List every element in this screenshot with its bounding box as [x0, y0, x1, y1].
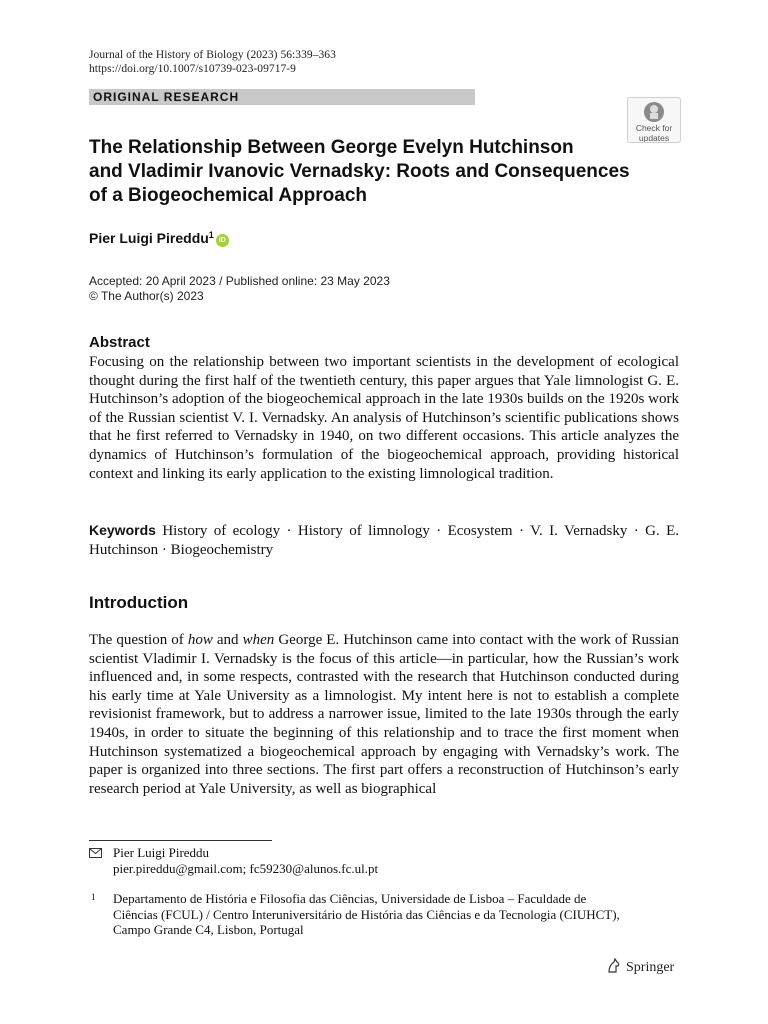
affiliation-number: 1: [91, 892, 96, 902]
abstract-heading: Abstract: [89, 334, 150, 351]
section-label: ORIGINAL RESEARCH: [93, 90, 240, 104]
crossmark-icon: [641, 101, 667, 123]
springer-horse-icon: [606, 958, 622, 974]
corresponding-author-name: Pier Luigi Pireddu: [113, 845, 210, 860]
article-title: [89, 136, 649, 208]
envelope-icon: [89, 848, 102, 858]
title-line-1: The Relationship Between George Evelyn Hutchinson: [89, 137, 574, 158]
intro-emphasis-how: how: [187, 632, 213, 648]
check-badge-line2: updates: [638, 133, 670, 143]
author-affiliation-mark: 1: [208, 230, 214, 240]
author-name[interactable]: Pier Luigi Pireddu: [89, 230, 209, 246]
intro-text-b: and: [212, 632, 243, 648]
journal-doi-link[interactable]: https://doi.org/10.1007/s10739-023-09717-9: [89, 63, 296, 75]
abstract-text: Focusing on the relationship between two important scientists in the development of ecological thought during the first half of the twentieth century, this paper argues that Yale limnologist G. E. Hutchinson’s adoption of the biogeochemical approach in the late 1930s builds on the 1920s work of the Russian scientist V. I. Vernadsky. An analysis of Hutchinson’s scientific publications shows that he first referred to Vernadsky in 1940, on two different occasions. This article analyzes the dynamics of Hutchinson’s formulation of the biogeochemical approach, providing historical context and linking its early application to the existing limnological tradition.: [89, 354, 679, 482]
accepted-published-dates: Accepted: 20 April 2023 / Published online: 23 May 2023: [89, 274, 390, 288]
title-line-3: of a Biogeochemical Approach: [89, 185, 368, 206]
keywords-block: [89, 521, 679, 559]
section-label-bar: [89, 89, 475, 105]
corresponding-author-email[interactable]: pier.pireddu@gmail.com; fc59230@alunos.fc.ul.pt: [113, 861, 379, 876]
publisher-name: Springer: [626, 960, 675, 975]
journal-citation: Journal of the History of Biology (2023) 56:339–363: [89, 49, 336, 61]
copyright-notice: © The Author(s) 2023: [89, 289, 204, 303]
keywords-list: History of ecology · History of limnology · Ecosystem · V. I. Vernadsky · G. E. Hutchinson · Biogeochemistry: [89, 523, 680, 558]
introduction-text: [89, 631, 679, 798]
intro-text-c: George E. Hutchinson came into contact with the work of Russian scientist Vladimir I. Vernadsky is the focus of this article—in particular, how the Russian’s work influenced and, in some respects, contrasted with the research that Hutchinson conducted during his early time at Yale University as a limnologist. My intent here is not to establish a complete revisionist framework, but to address a narrower issue, limited to the late 1930s through the early 1940s, in order to situate the beginning of this relationship and to trace the first moment when Hutchinson systematized a biogeochemical approach by engaging with Vernadsky’s work. The paper is organized into three sections. The first part offers a reconstruction of Hutchinson’s early research period at Yale University, as well as biographical: [89, 632, 679, 797]
title-line-2: and Vladimir Ivanovic Vernadsky: Roots and Consequences: [89, 161, 630, 182]
author-line: [89, 230, 229, 247]
publisher-logo: [606, 958, 674, 976]
introduction-heading: Introduction: [89, 593, 189, 612]
affiliation-text: Departamento de História e Filosofia das Ciências, Universidade de Lisboa – Faculdade de Ciências (FCUL) / Centro Interuniversitário de História das Ciências e da Tecnologia (CIUHCT), Campo Grande C4, Lisbon, Portugal: [113, 891, 620, 938]
orcid-icon[interactable]: iD: [216, 234, 229, 247]
footnote-divider: [89, 840, 272, 841]
intro-emphasis-when: when: [242, 632, 275, 648]
keywords-label: Keywords: [89, 522, 156, 538]
check-badge-line1: Check for: [635, 123, 673, 133]
intro-text-a: The question of: [89, 632, 188, 648]
